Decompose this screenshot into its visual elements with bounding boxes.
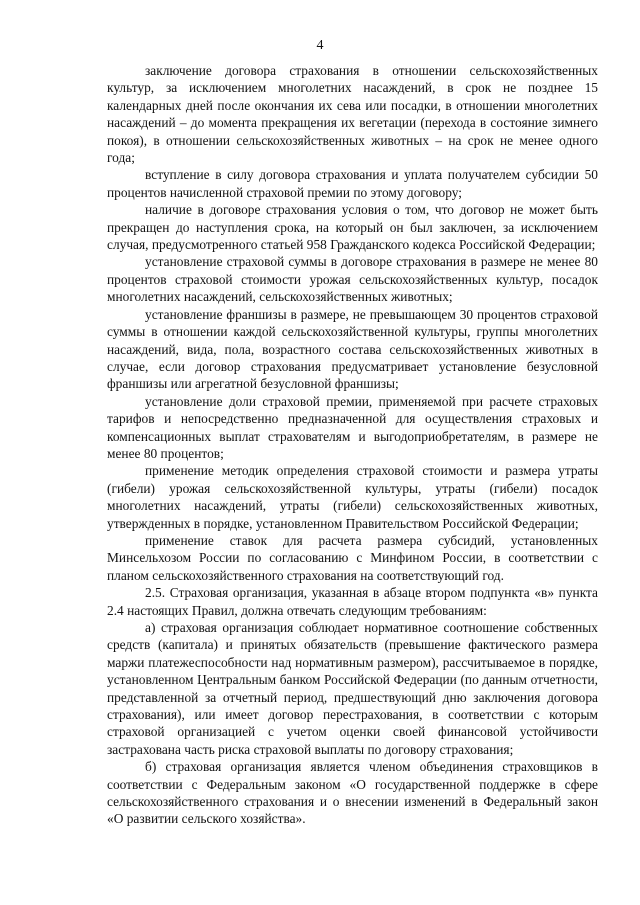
paragraph-requirement-b: б) страховая организация является членом объединения страховщиков в соответствии с Федеральным законом «О государственной поддержке в сфере сельскохозяйственного страхования и о внесении изменений в Федеральный закон «О развитии сельского хозяйства». (107, 759, 598, 827)
paragraph-insurance-contract-term: заключение договора страхования в отношении сельскохозяйственных культур, за исключением многолетних насаждений, в срок не позднее 15 календарных дней после окончания их сева или посадки, в отношении многолетних насаждений – до момента прекращения их вегетации (перехода в состояние зимнего покоя), в отношении сельскохозяйственных животных – на срок не менее одного года; (107, 63, 598, 166)
paragraph-no-early-termination: наличие в договоре страхования условия о том, что договор не может быть прекращен до наступления срока, на который он был заключен, за исключением случая, предусмотренного статьей 958 Гражданского кодекса Российской Федерации; (107, 202, 598, 253)
document-body (107, 62, 598, 828)
paragraph-sum-insured: установление страховой суммы в договоре страхования в размере не менее 80 процентов страховой стоимости урожая сельскохозяйственных культур, посадок многолетних насаждений, сельскохозяйственных животных; (107, 254, 598, 305)
paragraph-valuation-methods: применение методик определения страховой стоимости и размера утраты (гибели) урожая сельскохозяйственной культуры, утраты (гибели) посадок многолетних насаждений, утраты (гибели) сельскохозяйственных животных, утвержденных в порядке, установленном Правительством Российской Федерации; (107, 463, 598, 531)
paragraph-contract-entry-into-force: вступление в силу договора страхования и уплата получателем субсидии 50 процентов начисленной страховой премии по этому договору; (107, 167, 598, 200)
paragraph-premium-share: установление доли страховой премии, применяемой при расчете страховых тарифов и непосредственно предназначенной для осуществления страховых и компенсационных выплат страхователям и выгодоприобретателям, в размере не менее 80 процентов; (107, 393, 598, 461)
paragraph-section-2-5: 2.5. Страховая организация, указанная в абзаце втором подпункта «в» пункта 2.4 настоящих Правил, должна отвечать следующим требованиям: (107, 585, 598, 618)
paragraph-requirement-a: а) страховая организация соблюдает нормативное соотношение собственных средств (капитала) и принятых обязательств (превышение фактического размера маржи платежеспособности над нормативным размером), рассчитываемое в порядке, установленном Центральным банком Российской Федерации (по данным отчетности, представленной за отчетный период, предшествующий дню заключения договора страхования), или имеет договор перестрахования, в соответствии с которым страховой организацией с учетом оценки своей финансовой устойчивости застрахована часть риска страховой выплаты по договору страхования; (107, 620, 598, 757)
paragraph-subsidy-rates: применение ставок для расчета размера субсидий, установленных Минсельхозом России по согласованию с Минфином России, в соответствии с планом сельскохозяйственного страхования на соответствующий год. (107, 532, 598, 583)
page-number: 4 (316, 38, 324, 53)
paragraph-deductible: установление франшизы в размере, не превышающем 30 процентов страховой суммы в отношении каждой сельскохозяйственной культуры, группы многолетних насаждений, вида, пола, возрастного состава сельскохозяйственных животных в случае, если договор страхования предусматривает установление безусловной франшизы или агрегатной безусловной франшизы; (107, 306, 598, 392)
